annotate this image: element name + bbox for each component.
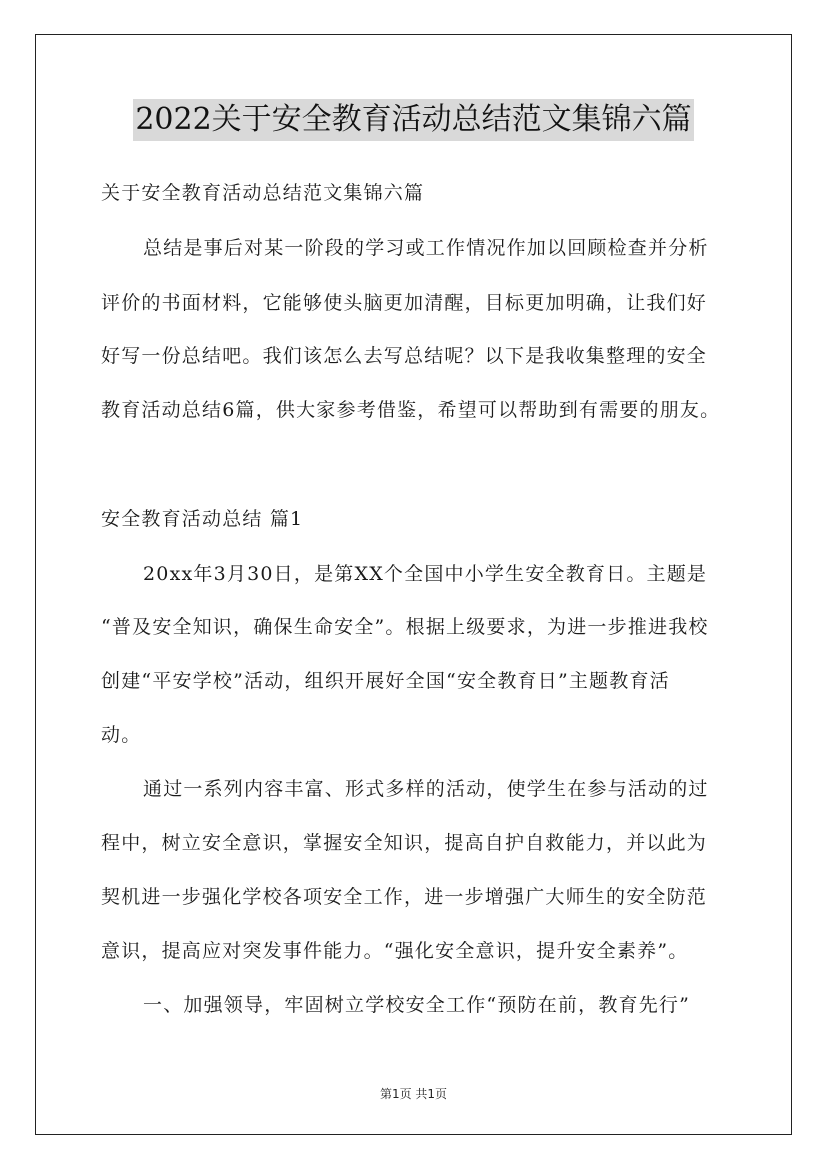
intro-line: 总结是事后对某一阶段的学习或工作情况作加以回顾检查并分析	[143, 237, 709, 259]
paragraph-line: 20xx年3月30日，是第XX个全国中小学生安全教育日。主题是	[143, 563, 708, 585]
paragraph-line: 创建“平安学校”活动，组织开展好全国“安全教育日”主题教育活	[101, 670, 670, 692]
paragraph-line: 意识，提高应对突发事件能力。“强化安全意识，提升安全素养”。	[101, 940, 689, 962]
page-number-footer: 第1页 共1页	[379, 1087, 448, 1101]
title-container	[0, 99, 827, 141]
section-heading: 安全教育活动总结 篇1	[101, 508, 304, 530]
paragraph-line: “普及安全知识，确保生命安全”。根据上级要求，为进一步推进我校	[101, 616, 709, 638]
paragraph-line: 通过一系列内容丰富、形式多样的活动，使学生在参与活动的过	[143, 778, 709, 800]
paragraph-line: 程中，树立安全意识，掌握安全知识，提高自护自救能力，并以此为	[101, 832, 708, 854]
intro-line: 教育活动总结6篇，供大家参考借鉴，希望可以帮助到有需要的朋友。	[101, 399, 721, 421]
document-subtitle: 关于安全教育活动总结范文集锦六篇	[101, 182, 425, 204]
intro-line: 好写一份总结吧。我们该怎么去写总结呢？以下是我收集整理的安全	[101, 345, 708, 367]
document-title: 2022关于安全教育活动总结范文集锦六篇	[133, 99, 693, 141]
paragraph-line: 动。	[101, 724, 142, 746]
paragraph-line: 契机进一步强化学校各项安全工作，进一步增强广大师生的安全防范	[101, 886, 708, 908]
intro-line: 评价的书面材料，它能够使头脑更加清醒，目标更加明确，让我们好	[101, 292, 708, 314]
paragraph-line: 一、加强领导，牢固树立学校安全工作“预防在前，教育先行”	[143, 994, 691, 1016]
